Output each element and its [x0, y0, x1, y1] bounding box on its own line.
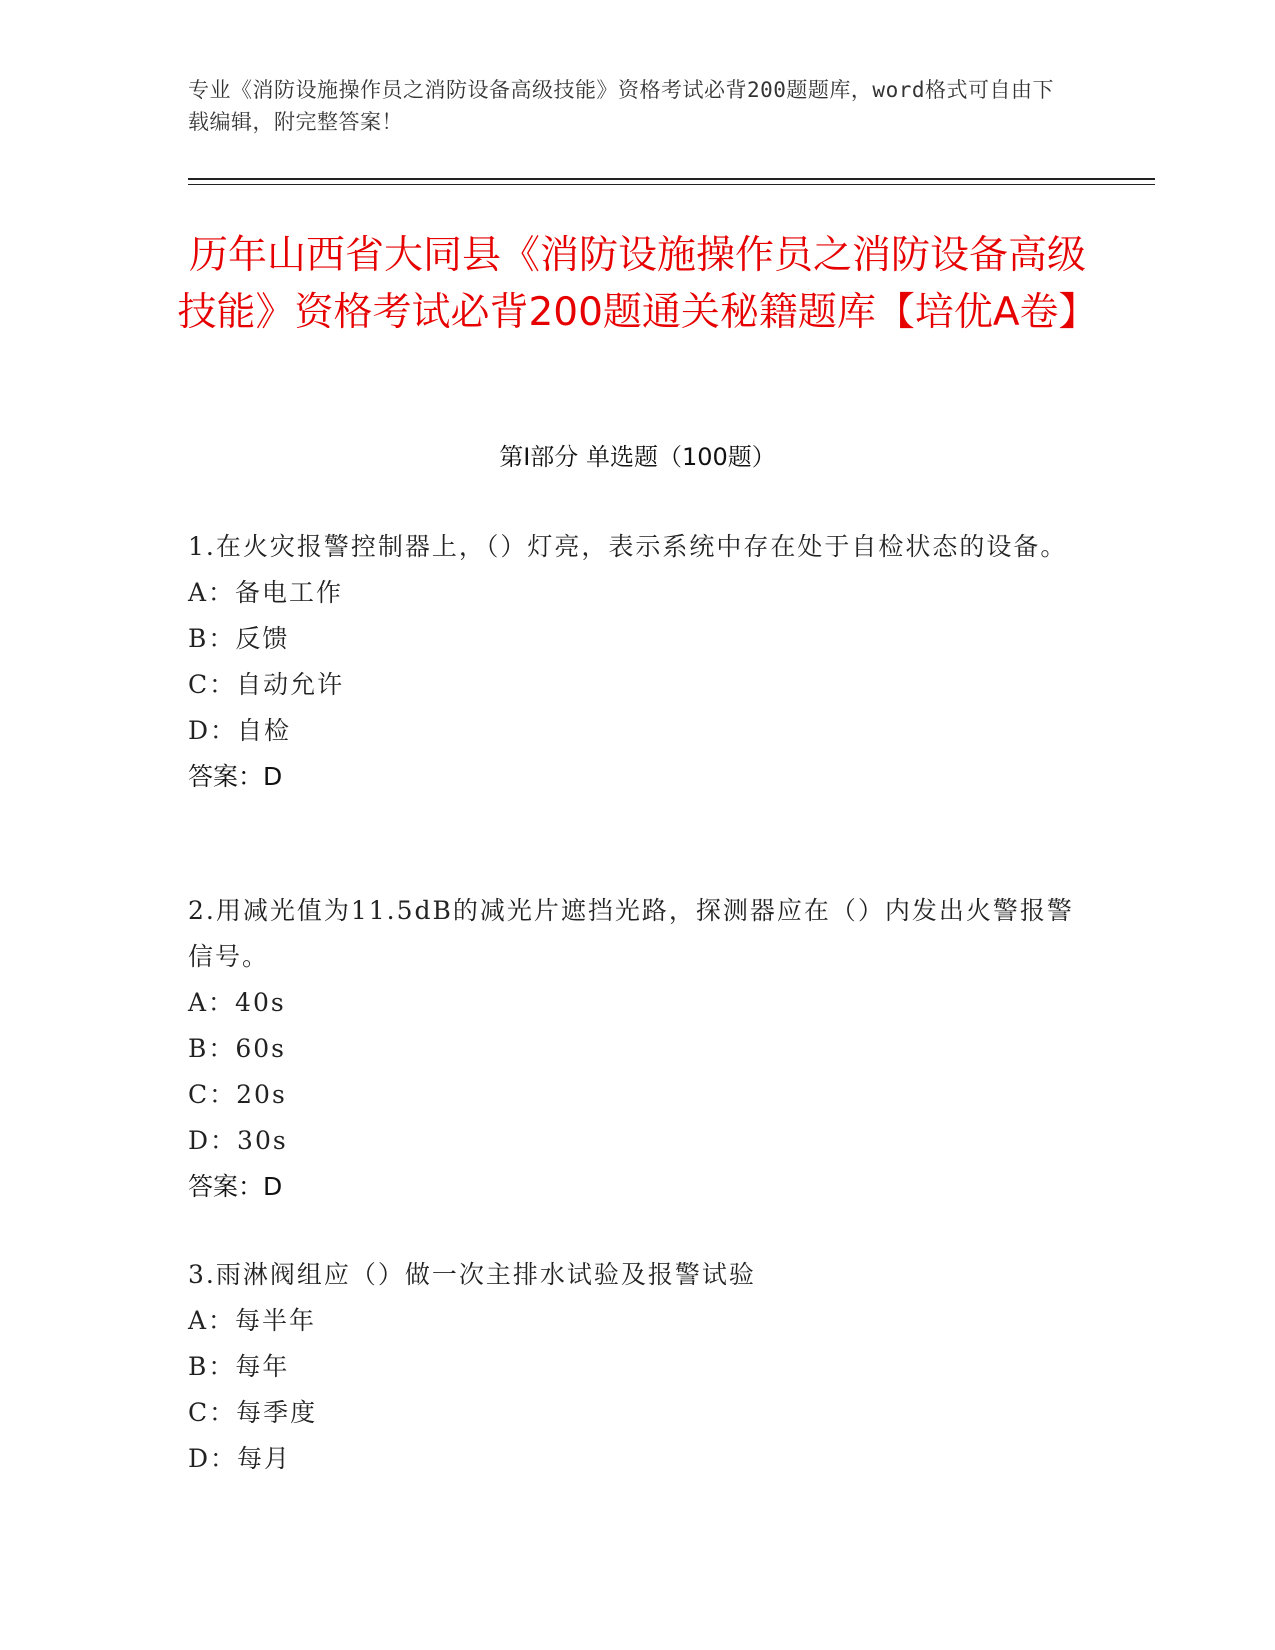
question-1 — [188, 524, 1088, 800]
question-3 — [188, 1252, 1088, 1482]
header-rule-thick — [188, 178, 1155, 180]
question-text: 3.雨淋阀组应（）做一次主排水试验及报警试验 — [188, 1260, 756, 1289]
option-c: C：20s — [188, 1080, 287, 1109]
answer: 答案：D — [188, 1172, 283, 1201]
question-text: 2.用减光值为11.5dB的减光片遮挡光路，探测器应在（）内发出火警报警信号。 — [188, 896, 1074, 971]
section-title: 第Ⅰ部分 单选题（100题） — [499, 443, 776, 471]
option-d: D：自检 — [188, 716, 292, 745]
option-a: A：每半年 — [188, 1306, 317, 1335]
answer: 答案：D — [188, 762, 283, 791]
option-b: B：每年 — [188, 1352, 290, 1381]
option-d: D：每月 — [188, 1444, 292, 1473]
option-b: B：反馈 — [188, 624, 290, 653]
document-title: 历年山西省大同县《消防设施操作员之消防设备高级技能》资格考试必背200题通关秘籍题库【培优A卷】 — [177, 233, 1098, 335]
option-a: A：40s — [188, 988, 286, 1017]
option-d: D：30s — [188, 1126, 288, 1155]
option-b: B：60s — [188, 1034, 287, 1063]
option-a: A：备电工作 — [188, 578, 344, 607]
option-c: C：每季度 — [188, 1398, 318, 1427]
question-text: 1.在火灾报警控制器上，（）灯亮，表示系统中存在处于自检状态的设备。 — [188, 532, 1068, 561]
option-c: C：自动允许 — [188, 670, 345, 699]
header-note: 专业《消防设施操作员之消防设备高级技能》资格考试必背200题题库，word格式可自由下载编辑，附完整答案！ — [188, 78, 1054, 134]
question-2 — [188, 888, 1088, 1210]
header-rule-thin — [188, 184, 1155, 185]
